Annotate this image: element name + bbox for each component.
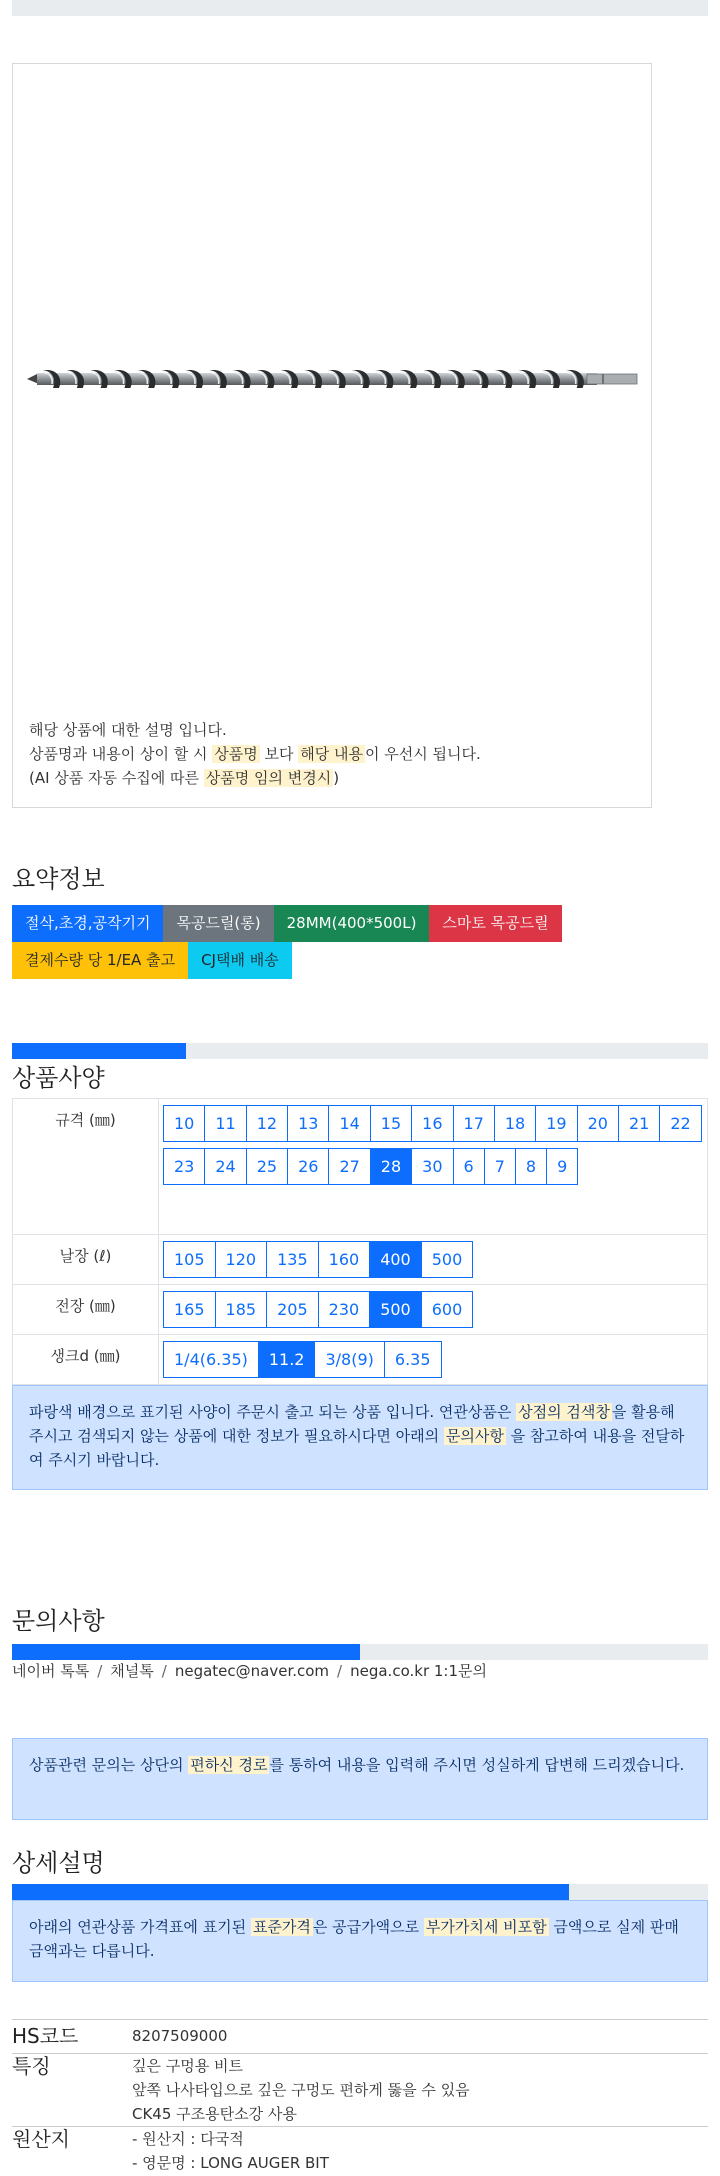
auger-bit-image: [27, 364, 639, 394]
inquiry-progress-fill: [12, 1644, 360, 1660]
spec-option-button[interactable]: 19: [535, 1105, 577, 1142]
info-text: 아래의 연관상품 가격표에 표기된: [29, 1918, 251, 1936]
summary-title: 요약정보: [12, 865, 105, 893]
notice-line-2: [29, 742, 481, 766]
info-text: 을 활용해 주시고 검색되지 않는 상품에 대한 정보가 필요하시다면 아래의: [29, 1403, 675, 1445]
spec-options: [159, 1235, 708, 1285]
detail-value-line: 앞쪽 나사타입으로 깊은 구멍도 편하게 뚫을 수 있음: [132, 2081, 470, 2099]
spec-info-alert: [12, 1385, 708, 1490]
info-highlight: 상점의 검색창: [518, 1403, 610, 1421]
info-text: 을 참고하여 내용을 전달하여 주시기 바랍니다.: [29, 1427, 685, 1469]
notice-line-1: 해당 상품에 대한 설명 입니다.: [29, 721, 227, 739]
summary-tag: 목공드릴(롱): [163, 905, 273, 942]
info-highlight: 문의사항: [445, 1427, 504, 1445]
detail-key: 특징: [12, 2054, 132, 2127]
spec-option-button[interactable]: 120: [215, 1241, 268, 1278]
spec-options: [159, 1099, 708, 1235]
spec-option-button[interactable]: 6: [453, 1148, 485, 1185]
detail-title: 상세설명: [12, 1849, 105, 1877]
detail-table: [12, 2019, 708, 2175]
detail-value-line: - 영문명 : LONG AUGER BIT: [132, 2154, 329, 2172]
spec-option-button[interactable]: 15: [370, 1105, 412, 1142]
spec-options: [159, 1285, 708, 1335]
spec-option-button[interactable]: 11.2: [258, 1341, 316, 1378]
spec-option-button[interactable]: 230: [318, 1291, 371, 1328]
spec-option-button[interactable]: 500: [421, 1241, 474, 1278]
spec-option-button[interactable]: 20: [577, 1105, 619, 1142]
contact-channels: [12, 1660, 487, 1681]
spec-option-button[interactable]: 400: [369, 1241, 422, 1278]
spec-option-button[interactable]: 160: [318, 1241, 371, 1278]
channel-separator: /: [161, 1662, 167, 1680]
info-highlight: 편하신 경로: [190, 1756, 268, 1774]
spec-label: 생크d (㎜): [13, 1335, 159, 1385]
notice-text: 보다: [259, 745, 299, 763]
spec-option-button[interactable]: 30: [411, 1148, 453, 1185]
spec-option-button[interactable]: 500: [369, 1291, 422, 1328]
detail-value: [132, 2127, 708, 2176]
spec-option-button[interactable]: 6.35: [384, 1341, 442, 1378]
detail-value-line: 깊은 구멍용 비트: [132, 2057, 243, 2075]
notice-text: (AI 상품 자동 수집에 따른: [29, 769, 204, 787]
info-text: 은 공급가액으로: [312, 1918, 424, 1936]
spec-label: 규격 (㎜): [13, 1099, 159, 1235]
spec-option-button[interactable]: 21: [618, 1105, 660, 1142]
inquiry-info-alert: [12, 1738, 708, 1820]
detail-info-alert: [12, 1900, 708, 1982]
spec-label: 전장 (㎜): [13, 1285, 159, 1335]
notice-highlight: 상품명: [214, 745, 258, 763]
spec-option-button[interactable]: 1/4(6.35): [163, 1341, 259, 1378]
spec-title: 상품사양: [12, 1064, 105, 1092]
spec-option-button[interactable]: 25: [246, 1148, 288, 1185]
spec-option-button[interactable]: 9: [546, 1148, 578, 1185]
summary-tag: 절삭,초경,공작기기: [12, 905, 163, 942]
contact-channel-link[interactable]: 네이버 톡톡: [12, 1662, 90, 1680]
spec-option-button[interactable]: 14: [328, 1105, 370, 1142]
spec-option-button[interactable]: 11: [204, 1105, 246, 1142]
spec-option-button[interactable]: 27: [328, 1148, 370, 1185]
spec-option-button[interactable]: 23: [163, 1148, 205, 1185]
detail-key: 원산지: [12, 2127, 132, 2176]
spec-option-button[interactable]: 18: [494, 1105, 536, 1142]
detail-row: [12, 2127, 708, 2176]
spec-row: [13, 1099, 708, 1235]
summary-tags-row-2: [12, 942, 712, 979]
spec-option-button[interactable]: 10: [163, 1105, 205, 1142]
detail-row: [12, 2054, 708, 2127]
spec-option-button[interactable]: 165: [163, 1291, 216, 1328]
spec-option-button[interactable]: 600: [421, 1291, 474, 1328]
spec-option-button[interactable]: 8: [515, 1148, 547, 1185]
notice-text: 상품명과 내용이 상이 할 시: [29, 745, 213, 763]
spec-options: [159, 1335, 708, 1385]
spec-option-button[interactable]: 185: [215, 1291, 268, 1328]
spec-label: 날장 (ℓ): [13, 1235, 159, 1285]
spec-option-button[interactable]: 3/8(9): [314, 1341, 384, 1378]
product-notice: [29, 718, 481, 790]
notice-line-3: [29, 766, 481, 790]
spec-option-button[interactable]: 22: [659, 1105, 701, 1142]
notice-highlight: 해당 내용: [300, 745, 363, 763]
detail-row: [12, 2020, 708, 2054]
info-highlight: 표준가격: [252, 1918, 311, 1936]
info-text: 상품관련 문의는 상단의: [29, 1756, 189, 1774]
summary-tag: CJ택배 배송: [188, 942, 292, 979]
detail-key: HS코드: [12, 2020, 132, 2054]
channel-separator: /: [337, 1662, 343, 1680]
spec-option-button[interactable]: 16: [411, 1105, 453, 1142]
notice-text: ): [333, 769, 340, 787]
info-text: 를 통하여 내용을 입력해 주시면 성실하게 답변해 드리겠습니다.: [269, 1756, 685, 1774]
spec-table: [12, 1098, 708, 1385]
spec-option-button[interactable]: 17: [453, 1105, 495, 1142]
product-image-box: [12, 63, 652, 808]
detail-value-line: 8207509000: [132, 2027, 228, 2045]
info-highlight: 부가가치세 비포함: [425, 1918, 547, 1936]
spec-option-button[interactable]: 12: [246, 1105, 288, 1142]
notice-text: 이 우선시 됩니다.: [364, 745, 481, 763]
info-text: 금액으로 실제 판매금액과는 다릅니다.: [29, 1918, 679, 1960]
inquiry-progress-bar: [12, 1644, 708, 1660]
contact-channel-link[interactable]: 채널톡: [110, 1662, 154, 1680]
info-text: 파랑색 배경으로 표기된 사양이 주문시 출고 되는 상품 입니다. 연관상품은: [29, 1403, 517, 1421]
top-divider-bar: [12, 0, 708, 16]
contact-channel-link[interactable]: negatec@naver.com: [174, 1662, 330, 1680]
detail-value-line: CK45 구조용탄소강 사용: [132, 2105, 297, 2123]
summary-tag: 스마토 목공드릴: [429, 905, 561, 942]
spec-option-button[interactable]: 205: [266, 1291, 319, 1328]
summary-tags: [12, 905, 712, 979]
notice-highlight: 상품명 임의 변경시: [205, 769, 332, 787]
spec-option-button[interactable]: 28: [370, 1148, 412, 1185]
inquiry-title: 문의사항: [12, 1607, 105, 1635]
spec-progress-fill: [12, 1043, 186, 1059]
spec-option-button[interactable]: 105: [163, 1241, 216, 1278]
summary-tag: 28MM(400*500L): [274, 905, 430, 942]
spec-row: [13, 1335, 708, 1385]
summary-tag: 결제수량 당 1/EA 출고: [12, 942, 188, 979]
spec-option-button[interactable]: 135: [266, 1241, 319, 1278]
detail-progress-fill: [12, 1884, 569, 1900]
contact-channel-link[interactable]: nega.co.kr 1:1문의: [350, 1662, 487, 1680]
spec-option-button[interactable]: 26: [287, 1148, 329, 1185]
spec-option-button[interactable]: 7: [484, 1148, 516, 1185]
spec-row: [13, 1285, 708, 1335]
channel-separator: /: [97, 1662, 103, 1680]
detail-value-line: - 원산지 : 다국적: [132, 2130, 244, 2148]
spec-progress-bar: [12, 1043, 708, 1059]
spec-option-button[interactable]: 24: [204, 1148, 246, 1185]
spec-option-button[interactable]: 13: [287, 1105, 329, 1142]
summary-tags-row-1: [12, 905, 712, 942]
spec-row: [13, 1235, 708, 1285]
detail-progress-bar: [12, 1884, 708, 1900]
detail-value: [132, 2054, 708, 2127]
detail-value: [132, 2020, 708, 2054]
